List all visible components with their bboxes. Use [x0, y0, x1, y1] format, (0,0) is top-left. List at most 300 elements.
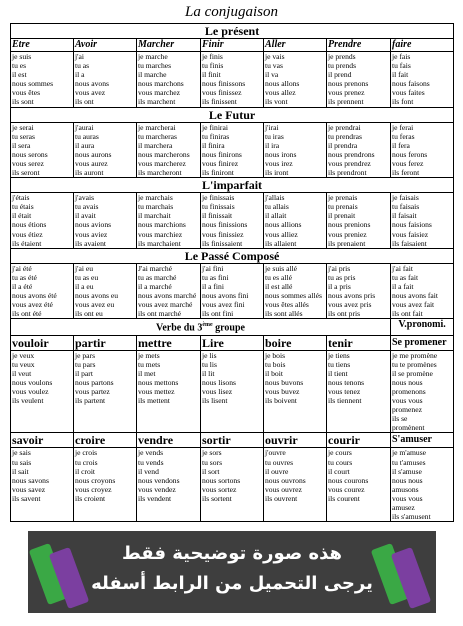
conjugation-line: nous tenons — [328, 377, 365, 387]
conjugation-line: tu as fini — [202, 272, 229, 282]
conjugation-line: tu as marché — [138, 272, 177, 282]
conjugation-line: nous avons fait — [392, 290, 438, 300]
conjugation-line: je tiens — [328, 350, 350, 360]
conjugation-line: nous avons eu — [75, 290, 119, 300]
conjugation-line: tu seras — [12, 131, 35, 141]
conjugation-line: je serai — [12, 122, 34, 132]
group3-verb-row — [11, 335, 454, 350]
conjugation-line: j'irai — [265, 122, 279, 132]
conjugation-line: il a eu — [75, 281, 94, 291]
conjugation-line: il avait — [75, 211, 96, 221]
conjugation-cell — [264, 350, 327, 433]
conjugation-line: je me promène — [392, 350, 438, 360]
conjugation-line: nous savons — [12, 475, 49, 485]
conjugation-line: nous marchions — [138, 220, 186, 230]
conjugation-line: il fera — [392, 140, 410, 150]
conjugation-line: promenons — [392, 386, 426, 396]
conjugation-line: j'ai fini — [202, 263, 224, 273]
group3-heading — [11, 319, 391, 335]
conjugation-line: tu allais — [265, 202, 289, 212]
conjugation-line: il marchait — [138, 211, 171, 221]
conjugation-line: tu cours — [328, 457, 353, 467]
conjugation-line: nous avons — [75, 79, 109, 89]
conjugation-line: tu bois — [265, 359, 286, 369]
conjugation-cell — [74, 263, 137, 319]
conjugation-line: il met — [138, 368, 156, 378]
conjugation-line: ils ont fini — [202, 309, 234, 319]
conjugation-cell — [11, 193, 74, 249]
conjugation-line: vous alliez — [265, 229, 298, 239]
conjugation-line: nous sommes — [12, 79, 54, 89]
conjugation-line: vous vendez — [138, 484, 176, 494]
conjugation-line: vous faisiez — [392, 229, 429, 239]
conjugation-line: ils savent — [12, 493, 41, 503]
conjugation-line: ils courent — [328, 493, 360, 503]
conjugation-line: vous ouvrez — [265, 484, 302, 494]
conjugation-sheet — [10, 23, 453, 522]
conjugation-line: vous irez — [265, 158, 293, 168]
conjugation-line: tu prenais — [328, 202, 358, 212]
conjugation-cell — [327, 263, 391, 319]
conjugation-cell — [137, 193, 201, 249]
conjugation-line: vous aurez — [75, 158, 108, 168]
conjugation-line: nous nous — [392, 377, 423, 387]
conjugation-line: tu finis — [202, 61, 224, 71]
conjugation-line: il veut — [12, 368, 32, 378]
conjugation-line: vous faites — [392, 88, 425, 98]
section-title-row — [11, 248, 454, 263]
conjugation-line: ils seront — [12, 168, 40, 178]
conjugation-line: nous buvons — [265, 377, 304, 387]
conjugation-line: ils marchent — [138, 97, 176, 107]
conjugation-line: tu tiens — [328, 359, 351, 369]
group3-heading-row — [11, 319, 454, 335]
conjugation-line: il tient — [328, 368, 348, 378]
conjugation-cell — [74, 193, 137, 249]
conjugation-line: ils ont marché — [138, 309, 182, 319]
conjugation-line: ils ont fait — [392, 309, 423, 319]
conjugation-cell — [74, 350, 137, 433]
conjugation-line: je prends — [328, 52, 356, 61]
conjugation-line: il aura — [75, 140, 95, 150]
watermark-banner — [28, 531, 436, 613]
conjugation-line: vous finirez — [202, 158, 239, 168]
conjugation-line: nous allions — [265, 220, 302, 230]
conjugation-line: nous finissions — [202, 220, 248, 230]
conjugation-line: ils allaient — [265, 238, 297, 248]
verb-header-cell: Aller — [264, 39, 327, 52]
conjugation-cell — [391, 52, 454, 108]
banner-line-2: يرجى التحميل من الرابط أسفله — [91, 573, 373, 594]
conjugation-line: il a — [75, 70, 85, 80]
conjugation-line: je marchais — [138, 193, 173, 203]
conjugation-line: il a fait — [392, 281, 414, 291]
conjugation-line: il marchera — [138, 140, 173, 150]
conjugation-line: ils ont — [75, 97, 94, 107]
conjugation-line: tu étais — [12, 202, 34, 212]
conjugation-line: nous irons — [265, 149, 297, 159]
conjugation-line: il prendra — [328, 140, 358, 150]
conjugation-cell — [137, 263, 201, 319]
conjugation-line: je ferai — [392, 122, 414, 132]
group3-heading-sup: ème — [202, 322, 213, 329]
group3-conjugation-row — [11, 350, 454, 433]
conjugation-line: vous prenez — [328, 88, 365, 98]
conjugation-line: je prendrai — [328, 122, 361, 132]
conjugation-line: vous finissiez — [202, 229, 244, 239]
conjugation-line: ils partent — [75, 396, 106, 406]
conjugation-line: il sera — [12, 140, 31, 150]
conjugation-line: nous faisions — [392, 220, 432, 230]
group3-verb-cell: tenir — [327, 335, 391, 350]
conjugation-line: je vends — [138, 448, 164, 458]
group3-verb-cell: S'amuser — [391, 433, 454, 448]
conjugation-line: je mets — [138, 350, 160, 360]
conjugation-line: vous prendrez — [328, 158, 371, 168]
conjugation-line: je vais — [265, 52, 285, 61]
conjugation-line: vous courez — [328, 484, 365, 494]
conjugation-line: vous êtes — [12, 88, 41, 98]
conjugation-line: vous savez — [12, 484, 46, 494]
conjugation-line: je lis — [202, 350, 217, 360]
conjugation-line: je pars — [75, 350, 96, 360]
section-title: L'imparfait — [11, 178, 454, 193]
page-title: La conjugaison — [185, 4, 278, 20]
conjugation-line: vous avez eu — [75, 300, 115, 310]
conjugation-line: tu te promènes — [392, 359, 437, 369]
conjugation-line: tu avais — [75, 202, 99, 212]
conjugation-line: nous ferons — [392, 149, 428, 159]
conjugation-cell — [137, 52, 201, 108]
conjugation-line: j'ai pris — [328, 263, 351, 273]
group3-verb-cell: ouvrir — [264, 433, 327, 448]
conjugation-line: vous avez pris — [328, 300, 372, 310]
conjugation-line: il faisait — [392, 211, 417, 221]
conjugation-row — [11, 122, 454, 178]
conjugation-cell — [201, 350, 264, 433]
conjugation-line: vous tenez — [328, 386, 361, 396]
conjugation-line: j'ai été — [12, 263, 32, 273]
conjugation-cell — [137, 350, 201, 433]
conjugation-line: ils croient — [75, 493, 106, 503]
conjugation-cell — [391, 122, 454, 178]
section-title: Le Passé Composé — [11, 248, 454, 263]
conjugation-line: il est allé — [265, 281, 293, 291]
conjugation-line: vous étiez — [12, 229, 43, 239]
conjugation-line: ils prenaient — [328, 238, 366, 248]
conjugation-line: ils prendront — [328, 168, 367, 178]
verb-header-cell: Avoir — [74, 39, 137, 52]
conjugation-line: nous marcherons — [138, 149, 190, 159]
conjugation-cell — [11, 350, 74, 433]
conjugation-line: nous allons — [265, 79, 300, 89]
conjugation-line: nous avons fini — [202, 290, 249, 300]
section-title-row — [11, 178, 454, 193]
conjugation-line: ils veulent — [12, 396, 44, 406]
conjugation-line: nous partons — [75, 377, 114, 387]
banner-line-1: هذه صورة توضيحية فقط — [121, 543, 342, 564]
verb-header-cell: Finir — [201, 39, 264, 52]
conjugation-line: nous croyons — [75, 475, 116, 485]
conjugation-line: tu vas — [265, 61, 283, 71]
conjugation-line: tu ouvres — [265, 457, 294, 467]
conjugation-line: ils marchaient — [138, 238, 181, 248]
conjugation-line: tu es allé — [265, 272, 292, 282]
conjugation-line: ils avaient — [75, 238, 106, 248]
conjugation-line: ils tiennent — [328, 396, 362, 406]
conjugation-line: promenez — [392, 405, 422, 415]
conjugation-cell — [201, 263, 264, 319]
conjugation-line: vous avez marché — [138, 300, 193, 310]
conjugation-line: ils étaient — [12, 238, 42, 248]
conjugation-line: amusons — [392, 484, 419, 494]
conjugation-line: tu marchais — [138, 202, 174, 212]
conjugation-line: je prenais — [328, 193, 358, 203]
conjugation-line: nous prenons — [328, 79, 369, 89]
section-title: Le Futur — [11, 107, 454, 122]
conjugation-line: j'ai eu — [75, 263, 94, 273]
conjugation-line: tu crois — [75, 457, 98, 467]
conjugation-line: ils iront — [265, 168, 289, 178]
conjugation-line: nous serons — [12, 149, 48, 159]
conjugation-line: je suis allé — [265, 263, 298, 273]
conjugation-line: tu marches — [138, 61, 172, 71]
conjugation-line: vous serez — [12, 158, 44, 168]
conjugation-line: tu lis — [202, 359, 217, 369]
conjugation-line: il s'amuse — [392, 466, 422, 476]
conjugation-line: il fait — [392, 70, 409, 80]
conjugation-line: tu es — [12, 61, 27, 71]
conjugation-cell — [391, 350, 454, 433]
conjugation-line: vous ferez — [392, 158, 424, 168]
conjugation-line: ils vendent — [138, 493, 172, 503]
conjugation-cell — [264, 263, 327, 319]
conjugation-line: je sors — [202, 448, 222, 458]
conjugation-line: vous marchiez — [138, 229, 183, 239]
conjugation-line: ils boivent — [265, 396, 297, 406]
conjugation-line: vous avez fini — [202, 300, 245, 310]
conjugation-line: vous buvez — [265, 386, 300, 396]
conjugation-cell — [74, 52, 137, 108]
conjugation-line: il finit — [202, 70, 221, 80]
conjugation-line: ils feront — [392, 168, 420, 178]
conjugation-cell — [11, 52, 74, 108]
conjugation-line: je suis — [12, 52, 32, 61]
conjugation-line: vous lisez — [202, 386, 233, 396]
conjugation-line: je finissais — [202, 193, 235, 203]
conjugation-line: ils font — [392, 97, 414, 107]
conjugation-line: ils marcheront — [138, 168, 182, 178]
conjugation-line: nous prenions — [328, 220, 371, 230]
conjugation-cell — [201, 193, 264, 249]
conjugation-line: j'allais — [265, 193, 285, 203]
conjugation-cell — [11, 263, 74, 319]
conjugation-line: ils finissent — [202, 97, 237, 107]
conjugation-line: il était — [12, 211, 32, 221]
conjugation-line: il a été — [12, 281, 33, 291]
conjugation-line: je finis — [202, 52, 223, 61]
conjugation-line: vous finissez — [202, 88, 242, 98]
conjugation-cell — [391, 263, 454, 319]
section-title: Le présent — [11, 24, 454, 39]
conjugation-line: il marche — [138, 70, 167, 80]
conjugation-line: ils sortent — [202, 493, 232, 503]
conjugation-line: vous avez — [75, 88, 106, 98]
conjugation-line: je sais — [12, 448, 31, 458]
conjugation-row — [11, 52, 454, 108]
group3-verb-cell: Se promener — [391, 335, 454, 350]
group3-verb-cell: croire — [74, 433, 137, 448]
conjugation-line: vous vous — [392, 396, 423, 406]
conjugation-line: vous vous — [392, 493, 423, 503]
conjugation-line: nous voulons — [12, 377, 53, 387]
conjugation-line: nous courons — [328, 475, 369, 485]
conjugation-cell — [327, 448, 391, 522]
conjugation-line: j'étais — [12, 193, 30, 203]
conjugation-line: tu as été — [12, 272, 37, 282]
conjugation-line: il se promène — [392, 368, 433, 378]
verb-header-row — [11, 39, 454, 52]
conjugation-line: j'aurai — [75, 122, 94, 132]
conjugation-line: j'ouvre — [265, 448, 286, 458]
conjugation-line: nous vendons — [138, 475, 180, 485]
conjugation-cell — [327, 52, 391, 108]
conjugation-line: je faisais — [392, 193, 419, 203]
conjugation-line: tu prendras — [328, 131, 362, 141]
conjugation-line: je crois — [75, 448, 98, 458]
pronominal-heading: V.pronomi. — [391, 319, 454, 335]
conjugation-line: J'ai marché — [138, 263, 173, 273]
verb-header-cell: faire — [391, 39, 454, 52]
conjugation-row — [11, 193, 454, 249]
conjugation-line: nous mettons — [138, 377, 179, 387]
conjugation-line: il sort — [202, 466, 220, 476]
conjugation-line: amusez — [392, 502, 415, 512]
conjugation-line: je finirai — [202, 122, 228, 132]
conjugation-line: je bois — [265, 350, 286, 360]
conjugation-line: il finissait — [202, 211, 233, 221]
conjugation-line: vous marchez — [138, 88, 180, 98]
conjugation-line: ils vont — [265, 97, 288, 107]
conjugation-line: vous êtes allés — [265, 300, 309, 310]
conjugation-line: vous voulez — [12, 386, 49, 396]
conjugation-line: nous faisons — [392, 79, 430, 89]
conjugation-line: nous ouvrons — [265, 475, 306, 485]
conjugation-line: ils sont — [12, 97, 34, 107]
conjugation-line: il court — [328, 466, 350, 476]
conjugation-line: tu mets — [138, 359, 161, 369]
conjugation-line: tu faisais — [392, 202, 420, 212]
verb-header-cell: Marcher — [137, 39, 201, 52]
conjugation-line: j'ai fait — [392, 263, 413, 273]
group3-heading-text: groupe — [212, 322, 245, 334]
conjugation-line: il sait — [12, 466, 29, 476]
conjugation-line: vous sortez — [202, 484, 237, 494]
section-title-row — [11, 24, 454, 39]
conjugation-line: il allait — [265, 211, 287, 221]
conjugation-line: il va — [265, 70, 279, 80]
conjugation-line: j'ai — [75, 52, 84, 61]
conjugation-cell — [327, 122, 391, 178]
conjugation-cell — [201, 52, 264, 108]
conjugation-line: je marche — [138, 52, 168, 61]
group3-conjugation-row — [11, 448, 454, 522]
conjugation-line: nous avions — [75, 220, 112, 230]
conjugation-line: tu veux — [12, 359, 35, 369]
conjugation-cell — [391, 448, 454, 522]
conjugation-line: tu sors — [202, 457, 223, 467]
conjugation-line: nous avons pris — [328, 290, 376, 300]
conjugation-cell — [74, 122, 137, 178]
conjugation-line: tu as — [75, 61, 90, 71]
conjugation-cell — [137, 448, 201, 522]
group3-verb-cell: partir — [74, 335, 137, 350]
conjugation-line: ils sont allés — [265, 309, 303, 319]
conjugation-line: ils finiront — [202, 168, 234, 178]
conjugation-line: j'avais — [75, 193, 95, 203]
conjugation-cell — [264, 122, 327, 178]
conjugation-cell — [327, 193, 391, 249]
conjugation-line: il a fini — [202, 281, 224, 291]
conjugation-line: nous prendrons — [328, 149, 375, 159]
conjugation-line: nous sommes allés — [265, 290, 322, 300]
conjugation-line: tu pars — [75, 359, 96, 369]
verb-header-cell: Etre — [11, 39, 74, 52]
conjugation-line: nous finissons — [202, 79, 246, 89]
conjugation-line: il lit — [202, 368, 215, 378]
conjugation-line: vous partez — [75, 386, 110, 396]
conjugation-cell — [74, 448, 137, 522]
conjugation-line: tu as fait — [392, 272, 419, 282]
conjugation-line: ils s'amusent — [392, 512, 431, 522]
conjugation-line: nous aurons — [75, 149, 112, 159]
conjugation-line: ils auront — [75, 168, 104, 178]
conjugation-line: je m'amuse — [392, 448, 427, 458]
conjugation-line: ils se — [392, 414, 408, 424]
conjugation-line: il finira — [202, 140, 225, 150]
conjugation-line: tu as eu — [75, 272, 99, 282]
conjugation-line: vous preniez — [328, 229, 367, 239]
conjugation-line: ils prennent — [328, 97, 364, 107]
conjugation-line: nous avons marché — [138, 290, 197, 300]
group3-verb-cell: boire — [264, 335, 327, 350]
conjugation-line: vous avez été — [12, 300, 53, 310]
conjugation-line: je veux — [12, 350, 35, 360]
conjugation-line: ils lisent — [202, 396, 228, 406]
conjugation-cell — [11, 122, 74, 178]
conjugation-line: il prenait — [328, 211, 356, 221]
conjugation-line: nous étions — [12, 220, 47, 230]
conjugation-line: vous marcherez — [138, 158, 186, 168]
conjugation-cell — [264, 52, 327, 108]
conjugation-line: il a pris — [328, 281, 351, 291]
conjugation-line: nous lisons — [202, 377, 236, 387]
group3-verb-cell: courir — [327, 433, 391, 448]
conjugation-line: ils faisaient — [392, 238, 427, 248]
conjugation-line: il croit — [75, 466, 96, 476]
conjugation-line: ils ont été — [12, 309, 42, 319]
conjugation-cell — [264, 193, 327, 249]
conjugation-line: tu vends — [138, 457, 164, 467]
conjugation-cell — [11, 448, 74, 522]
conjugation-line: tu marcheras — [138, 131, 178, 141]
conjugation-line: tu as pris — [328, 272, 356, 282]
conjugation-line: ils ont pris — [328, 309, 361, 319]
conjugation-line: nous nous — [392, 475, 423, 485]
conjugation-line: tu finissais — [202, 202, 235, 212]
conjugation-line: nous finirons — [202, 149, 242, 159]
conjugation-cell — [137, 122, 201, 178]
